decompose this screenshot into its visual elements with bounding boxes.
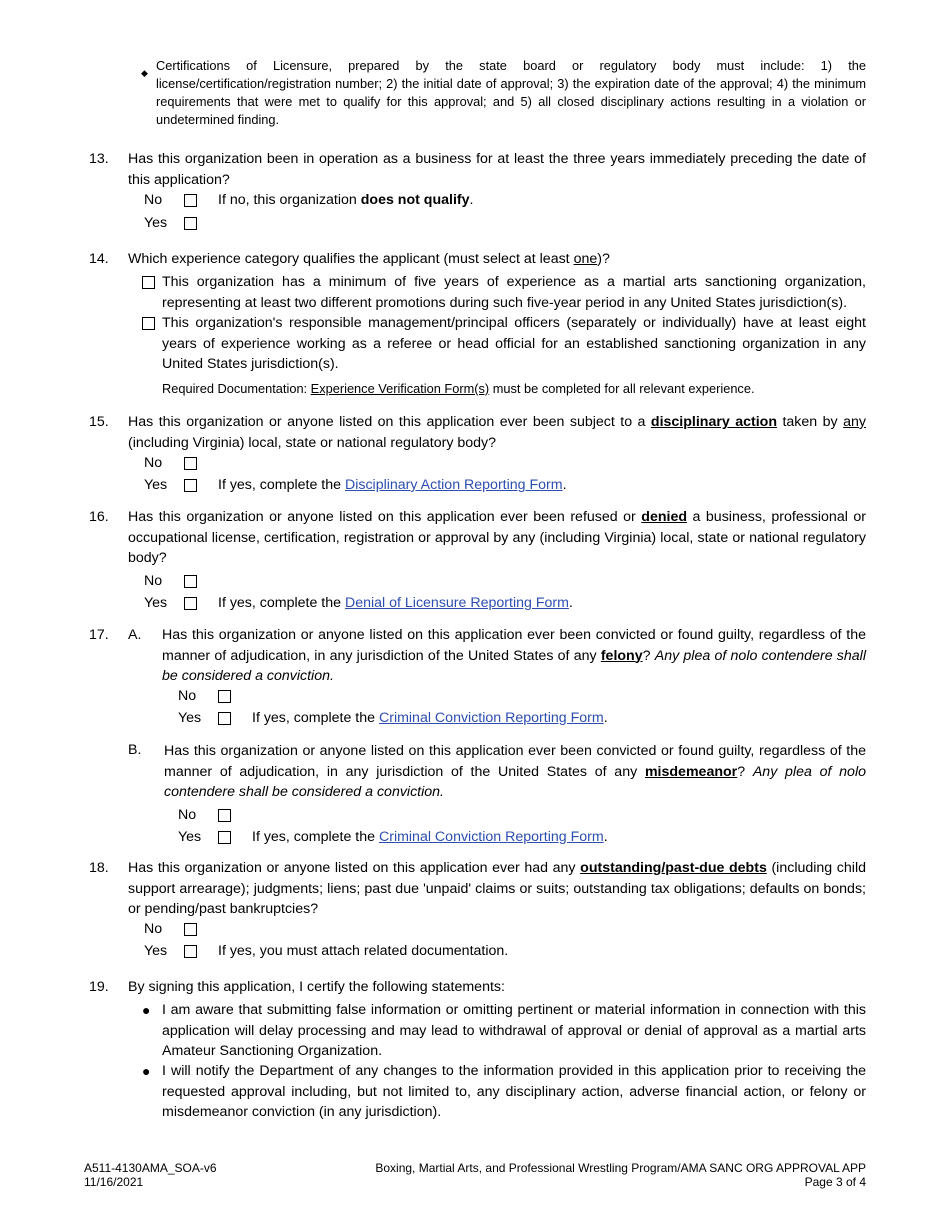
q14-required-documentation: Required Documentation: Experience Verification Form(s) must be completed for all relevant experience. <box>162 381 755 396</box>
program-name: Boxing, Martial Arts, and Professional Wrestling Program/AMA SANC ORG APPROVAL APP <box>375 1161 866 1175</box>
q15-no-option: No <box>144 453 184 474</box>
q17-part-a-text: Has this organization or anyone listed on this application ever been convicted or found guilty, regardless of the manner of adjudication, in any jurisdiction of the United States of any felony? Any plea of nolo contendere shall be considered a conviction. <box>162 627 866 684</box>
question-14-text: Which experience category qualifies the applicant (must select at least one)? <box>128 251 610 267</box>
question-15-text: Has this organization or anyone listed on this application ever been subject to a disciplinary action taken by any (including Virginia) local, state or national regulatory body? <box>128 414 866 451</box>
q17a-yes-checkbox[interactable] <box>218 712 231 725</box>
denial-of-licensure-form-link[interactable]: Denial of Licensure Reporting Form <box>344 595 569 611</box>
footer-right <box>375 1161 866 1189</box>
criminal-conviction-form-link-b[interactable]: Criminal Conviction Reporting Form <box>378 829 604 845</box>
certification-statement-2: I will notify the Department of any changes to the information provided in this application prior to receiving the requested approval including, but not limited to, any disciplinary action, adverse financial action, or felony or misdemeanor conviction (in any jurisdiction). <box>162 1063 866 1120</box>
q18-no-checkbox[interactable] <box>184 923 197 936</box>
bullet-icon: ● <box>142 1002 151 1018</box>
q17b-yes-option: Yes If yes, complete the Criminal Conviction Reporting Form. <box>178 827 218 848</box>
page-number: Page 3 of 4 <box>804 1175 866 1189</box>
certification-requirements-bullet: Certifications of Licensure, prepared by the state board or regulatory body must include: 1) the license/certification/registration number; 2) the initial date of approval; 3) the expiration date of the approval; 4) the minimum requirements that were met to qualify for this approval; and 5) all closed disciplinary actions resulting in a violation or undetermined finding. <box>156 58 866 127</box>
q13-no-note: If no, this organization does not qualify. <box>218 192 474 208</box>
question-13-text: Has this organization been in operation as a business for at least the three years immediately preceding the date of this application? <box>128 151 866 188</box>
certification-statement-1: I am aware that submitting false information or omitting pertinent or material information in connection with this application will delay processing and may lead to withdrawal of approval or denial of approval as a martial arts Amateur Sanctioning Organization. <box>162 1002 866 1059</box>
q15-yes-checkbox[interactable] <box>184 479 197 492</box>
q15-no-checkbox[interactable] <box>184 457 197 470</box>
q17-part-b-text: Has this organization or anyone listed on this application ever been convicted or found guilty, regardless of the manner of adjudication, in any jurisdiction of the United States of any misdemeanor? Any plea of nolo contendere shall be considered a conviction. <box>164 743 866 800</box>
q14-option1-text: This organization has a minimum of five years of experience as a martial arts sanctioning organization, representing at least two different promotions during such five-year period in any United States jurisdiction(s). <box>162 274 866 311</box>
q14-option1-checkbox[interactable] <box>142 276 155 289</box>
q17b-no-checkbox[interactable] <box>218 809 231 822</box>
question-18-text: Has this organization or anyone listed on this application ever had any outstanding/past-due debts (including child support arrearage); judgments; liens; past due 'unpaid' claims or suits; outstanding tax obligations; defaults on bonds; or pending/past bankruptcies? <box>128 860 866 917</box>
q17a-yes-option: Yes If yes, complete the Criminal Conviction Reporting Form. <box>178 708 218 729</box>
q13-yes-option: Yes <box>144 213 184 234</box>
q13-no-option: No If no, this organization does not qualify. <box>144 190 184 211</box>
q18-yes-option: Yes If yes, you must attach related documentation. <box>144 941 184 962</box>
q16-no-option: No <box>144 571 184 592</box>
question-19-text: By signing this application, I certify the following statements: <box>128 979 505 995</box>
q17-part-b-letter: B. <box>128 742 142 758</box>
q14-option2-checkbox[interactable] <box>142 317 155 330</box>
q18-no-option: No <box>144 919 184 940</box>
form-date: 11/16/2021 <box>84 1175 144 1189</box>
bullet-icon: ● <box>142 1063 151 1079</box>
question-14-number: 14. <box>89 251 109 267</box>
diamond-bullet-icon: ◆ <box>141 68 148 78</box>
q17a-yes-note: If yes, complete the Criminal Conviction Reporting Form. <box>252 710 608 726</box>
q17b-no-option: No <box>178 805 218 826</box>
question-18-number: 18. <box>89 860 109 876</box>
question-16-number: 16. <box>89 509 109 525</box>
q13-yes-checkbox[interactable] <box>184 217 197 230</box>
disciplinary-action-form-link[interactable]: Disciplinary Action Reporting Form <box>344 477 563 493</box>
question-16-text: Has this organization or anyone listed on this application ever been refused or denied a business, professional or occupational license, certification, registration or approval by any (including Virginia) local, state or national regulatory body? <box>128 509 866 566</box>
q18-yes-checkbox[interactable] <box>184 945 197 958</box>
criminal-conviction-form-link-a[interactable]: Criminal Conviction Reporting Form <box>378 710 604 726</box>
q14-option2-text: This organization's responsible management/principal officers (separately or individually) have at least eight years of experience working as a referee or head official for an established sanctioning organization in any United States jurisdiction(s). <box>162 315 866 372</box>
q17a-no-checkbox[interactable] <box>218 690 231 703</box>
q15-yes-option: Yes If yes, complete the Disciplinary Action Reporting Form. <box>144 475 184 496</box>
q16-yes-option: Yes If yes, complete the Denial of Licensure Reporting Form. <box>144 593 184 614</box>
q17a-no-option: No <box>178 686 218 707</box>
form-id: A511-4130AMA_SOA-v6 <box>84 1161 217 1175</box>
q17-part-a-letter: A. <box>128 627 142 643</box>
question-17-number: 17. <box>89 627 109 643</box>
question-15-number: 15. <box>89 414 109 430</box>
q17b-yes-checkbox[interactable] <box>218 831 231 844</box>
q16-yes-checkbox[interactable] <box>184 597 197 610</box>
q16-yes-note: If yes, complete the Denial of Licensure Reporting Form. <box>218 595 573 611</box>
footer-left <box>84 1161 217 1189</box>
q18-yes-note: If yes, you must attach related documentation. <box>218 943 509 959</box>
q15-yes-note: If yes, complete the Disciplinary Action Reporting Form. <box>218 477 567 493</box>
q13-no-checkbox[interactable] <box>184 194 197 207</box>
question-13-number: 13. <box>89 151 109 167</box>
question-19-number: 19. <box>89 979 109 995</box>
q16-no-checkbox[interactable] <box>184 575 197 588</box>
q17b-yes-note: If yes, complete the Criminal Conviction Reporting Form. <box>252 829 608 845</box>
